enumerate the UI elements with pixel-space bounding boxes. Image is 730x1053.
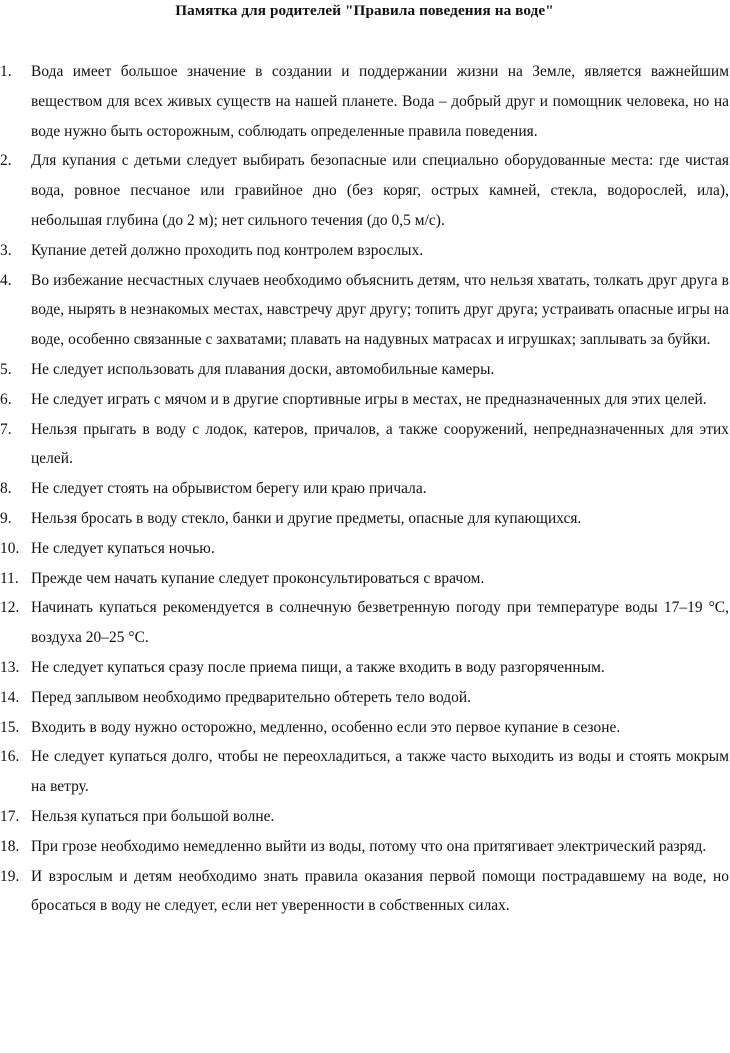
item-number: 6. — [0, 390, 12, 408]
item-number: 18. — [0, 837, 20, 855]
item-text: Не следует использовать для плавания доски, автомобильные камеры. — [31, 360, 495, 378]
item-text: Не следует купаться ночью. — [31, 539, 215, 557]
item-number: 19. — [0, 867, 20, 885]
item-number: 14. — [0, 688, 20, 706]
item-text: Во избежание несчастных случаев необходимо объяснить детям, что нельзя хватать, толкать друг друга в воде, нырять в незнакомых местах, навстречу друг другу; топить друг друга; устраивать опасные игры на воде, особенно связанные с захватами; плавать на надувных матрасах и игрушках; заплывать за буйки. — [31, 271, 729, 349]
item-number: 2. — [0, 152, 12, 170]
list-item — [0, 683, 729, 713]
item-text: Не следует купаться долго, чтобы не переохладиться, а также часто выходить из воды и стоять мокрым на ветру. — [31, 748, 729, 796]
item-number: 12. — [0, 599, 20, 617]
item-text: Купание детей должно проходить под контролем взрослых. — [31, 241, 424, 259]
item-text: Не следует стоять на обрывистом берегу или краю причала. — [31, 480, 427, 498]
item-number: 7. — [0, 420, 12, 438]
list-item — [0, 713, 729, 743]
document-title: Памятка для родителей "Правила поведения на воде" — [175, 2, 554, 19]
item-text: Перед заплывом необходимо предварительно обтереть тело водой. — [31, 688, 472, 706]
list-item — [0, 862, 729, 922]
list-item — [0, 146, 729, 235]
item-number: 4. — [0, 271, 12, 289]
item-number: 17. — [0, 807, 20, 825]
list-item — [0, 564, 729, 594]
list-item — [0, 593, 729, 653]
item-text: Не следует купаться сразу после приема пищи, а также входить в воду разгоряченным. — [31, 658, 605, 676]
list-item — [0, 385, 729, 415]
item-number: 10. — [0, 539, 20, 557]
list-item — [0, 534, 729, 564]
list-item — [0, 266, 729, 355]
item-number: 1. — [0, 63, 12, 80]
list-item — [0, 236, 729, 266]
list-item — [0, 474, 729, 504]
item-text: Нельзя бросать в воду стекло, банки и другие предметы, опасные для купающихся. — [31, 509, 582, 527]
item-text: Для купания с детьми следует выбирать безопасные или специально оборудованные места: где чистая вода, ровное песчаное или гравийное дно (без коряг, острых камней, стекла, водорослей, ила), небольшая глубина (до 2 м); нет сильного течения (до 0,5 м/с). — [31, 152, 729, 229]
item-text: При грозе необходимо немедленно выйти из воды, потому что она притягивает электрический разряд. — [31, 837, 707, 855]
item-text: Нельзя купаться при большой волне. — [31, 807, 275, 825]
item-number: 8. — [0, 480, 12, 498]
item-number: 11. — [0, 569, 19, 587]
item-text: И взрослым и детям необходимо знать правила оказания первой помощи пострадавшему на воде, но бросаться в воду не следует, если нет уверенности в собственных силах. — [31, 867, 729, 915]
list-item — [0, 355, 729, 385]
item-text: Прежде чем начать купание следует проконсультироваться с врачом. — [31, 569, 485, 587]
item-text: Входить в воду нужно осторожно, медленно, особенно если это первое купание в сезоне. — [31, 718, 621, 736]
item-number: 9. — [0, 509, 12, 527]
item-number: 3. — [0, 241, 12, 259]
list-item — [0, 742, 729, 802]
list-item — [0, 832, 729, 862]
item-number: 15. — [0, 718, 20, 736]
item-number: 13. — [0, 658, 20, 676]
list-item — [0, 653, 729, 683]
list-item — [0, 802, 729, 832]
item-text: Нельзя прыгать в воду с лодок, катеров, причалов, а также сооружений, непредназначенных для этих целей. — [31, 420, 729, 468]
list-item — [0, 504, 729, 534]
list-item — [0, 57, 729, 146]
list-item — [0, 415, 729, 475]
item-number: 5. — [0, 360, 12, 378]
rules-list — [0, 57, 729, 921]
item-number: 16. — [0, 748, 20, 766]
item-text: Начинать купаться рекомендуется в солнечную безветренную погоду при температуре воды 17–19 °С, воздуха 20–25 °С. — [31, 599, 729, 647]
item-text: Не следует играть с мячом и в другие спортивные игры в местах, не предназначенных для этих целей. — [31, 390, 707, 408]
item-text: Вода имеет большое значение в создании и поддержании жизни на Земле, является важнейшим веществом для всех живых существ на нашей планете. Вода – добрый друг и помощник человека, но на воде нужно быть осторожным, соблюдать определенные правила поведения. — [31, 63, 729, 140]
